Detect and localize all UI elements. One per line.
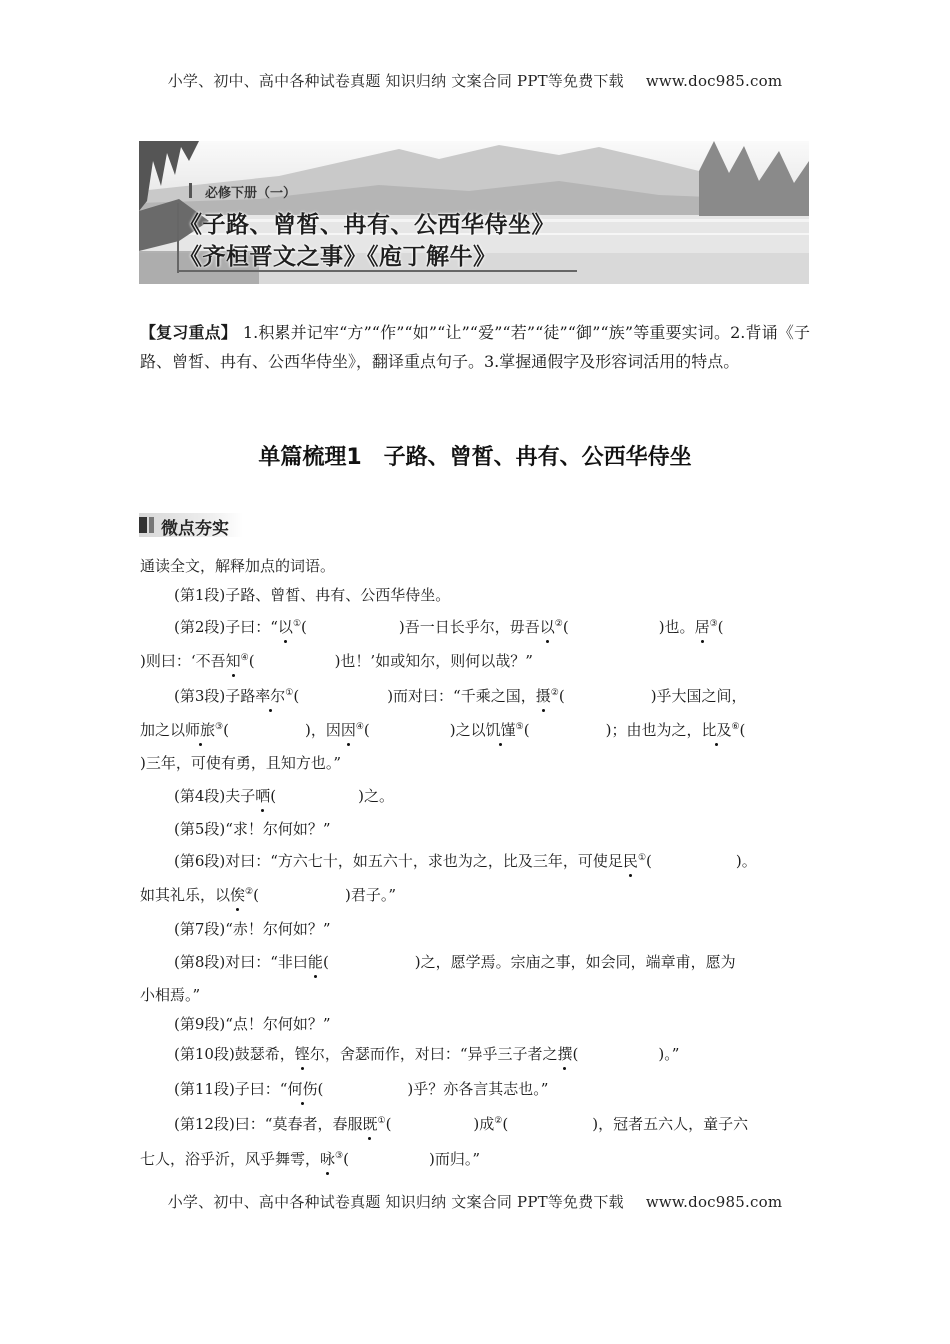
review-key-points (140, 318, 810, 376)
paragraph-12-line-2: 七人，浴乎沂，风乎舞雩，咏③( )而归。” (140, 1150, 480, 1168)
paragraph-3-line-2: 加之以师旅③( )，因因④( )之以饥馑⑤( )；由也为之，比及⑥( (140, 721, 746, 739)
footer-note (0, 1191, 950, 1212)
dotted-word: 知 (225, 652, 241, 670)
review-text: 1.积累并记牢“方”“作”“如”“让”“爱”“若”“徒”“御”“族”等重要实词。2.背诵《子路、曾皙、冉有、公西华侍坐》，翻译重点句子。3.掌握通假字及形容词活用的特点。 (140, 323, 810, 371)
dotted-word: 率尔 (255, 687, 286, 705)
dotted-word: 因 (340, 721, 356, 739)
banner-title-line2: 《齐桓晋文之事》《庖丁解牛》 (179, 244, 497, 270)
paragraph-3-line-1: (第3段)子路率尔①( )而对曰：“千乘之国，摄②( )乎大国之间， (174, 687, 747, 705)
paragraph-1: (第1段)子路、曾皙、冉有、公西华侍坐。 (174, 586, 451, 604)
chapter-banner (139, 141, 809, 284)
dotted-word: 比及 (701, 721, 732, 739)
header-note (0, 70, 950, 91)
subheading-marker-dark (139, 517, 147, 533)
dotted-word: 师旅 (185, 721, 216, 739)
instruction: 通读全文，解释加点的词语。 (140, 557, 336, 575)
banner-subtitle: 必修下册（一） (205, 186, 297, 201)
banner-accent-bar (189, 183, 192, 198)
dotted-word: 能 (307, 953, 323, 971)
dotted-word: 摄 (535, 687, 551, 705)
paragraph-2-line-1: (第2段)子曰：“以①( )吾一日长乎尔，毋吾以②( )也。居③( (174, 618, 724, 636)
dotted-word: 既 (362, 1115, 378, 1133)
paragraph-6-line-1: (第6段)对曰：“方六七十，如五六十，求也为之，比及三年，可使足民①( )。 (174, 852, 757, 870)
dotted-word: 哂 (255, 787, 271, 805)
header-note-text: 小学、初中、高中各种试卷真题 知识归纳 文案合同 PPT等免费下载 (167, 72, 624, 90)
paragraph-4: (第4段)夫子哂( )之。 (174, 787, 394, 805)
paragraph-5: (第5段)“求！尔何如？” (174, 820, 331, 838)
paragraph-2-line-2: )则曰：‘不吾知④( )也！’如或知尔，则何以哉？” (140, 652, 533, 670)
dotted-word: 民 (622, 852, 638, 870)
paragraph-12-line-1: (第12段)曰：“莫春者，春服既①( )成②( )，冠者五六人，童子六 (174, 1115, 749, 1133)
paragraph-8-line-2: 小相焉。” (140, 986, 201, 1004)
dotted-word: 铿 (294, 1045, 310, 1063)
paragraph-10: (第10段)鼓瑟希，铿尔，舍瑟而作，对曰：“异乎三子者之撰( )。” (174, 1045, 680, 1063)
dotted-word: 何伤 (287, 1080, 318, 1098)
paragraph-9: (第9段)“点！尔何如？” (174, 1015, 331, 1033)
subheading-label: 微点夯实 (161, 519, 229, 539)
section-title: 单篇梳理1 子路、曾皙、冉有、公西华侍坐 (258, 445, 692, 470)
footer-note-text: 小学、初中、高中各种试卷真题 知识归纳 文案合同 PPT等免费下载 (167, 1193, 624, 1211)
dotted-word: 俟 (230, 886, 246, 904)
dotted-word: 以 (277, 618, 293, 636)
footer-site-link[interactable]: www.doc985.com (645, 1193, 783, 1211)
paragraph-11: (第11段)子曰：“何伤( )乎？亦各言其志也。” (174, 1080, 549, 1098)
subheading-badge (139, 513, 243, 537)
paragraph-7: (第7段)“赤！尔何如？” (174, 920, 331, 938)
dotted-word: 以 (539, 618, 555, 636)
subheading-marker-light (149, 517, 154, 533)
dotted-word: 咏 (320, 1150, 336, 1168)
paragraph-6-line-2: 如其礼乐，以俟②( )君子。” (140, 886, 396, 904)
header-site-link[interactable]: www.doc985.com (645, 72, 783, 90)
paragraph-8-line-1: (第8段)对曰：“非曰能( )之，愿学焉。宗庙之事，如会同，端章甫，愿为 (174, 953, 736, 971)
dotted-word: 居 (694, 618, 710, 636)
banner-title-line1: 《子路、曾皙、冉有、公西华侍坐》 (179, 212, 555, 238)
review-label: 【复习重点】 (140, 323, 237, 342)
paragraph-3-line-3: )三年，可使有勇，且知方也。” (140, 754, 342, 772)
dotted-word: 饥馑 (485, 721, 516, 739)
dotted-word: 撰 (557, 1045, 573, 1063)
